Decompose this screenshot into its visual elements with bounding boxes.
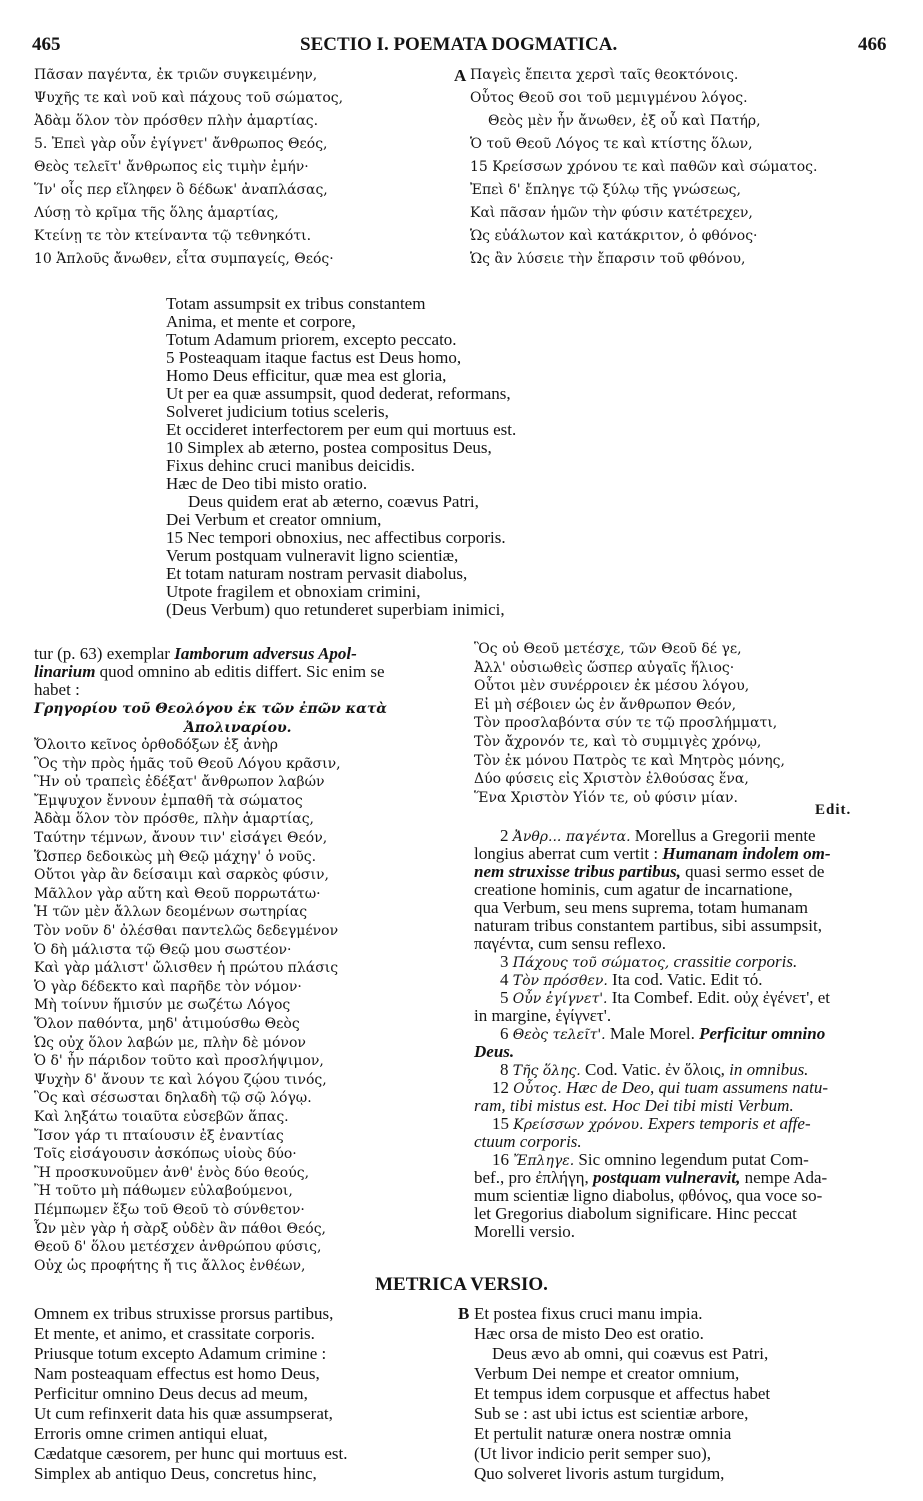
verse-line: Simplex ab antiquo Deus, concretus hinc,: [34, 1464, 317, 1483]
verse-line: Nam posteaquam effectus est homo Deus,: [34, 1364, 320, 1383]
verse-line: Totum Adamum priorem, excepto peccato.: [166, 330, 457, 349]
verse-line: Πέμπωμεν ἔξω τοῦ Θεοῦ τὸ σύνθετον·: [34, 1202, 305, 1218]
verse-line: Μὴ τοίνυν ἥμισύν με σωζέτω Λόγος: [34, 997, 291, 1014]
page-number-left: 465: [32, 34, 61, 55]
verse-line: Deus quidem erat ab æterno, coævus Patri,: [188, 492, 479, 511]
note-line: linarium quod omnino ab editis differt. Sic enim se: [34, 662, 385, 681]
verse-line: Et postea fixus cruci manu impia.: [474, 1304, 703, 1323]
margin-marker-a: A: [454, 66, 467, 85]
verse-line: Hæc de Deo tibi misto oratio.: [166, 474, 368, 493]
verse-line: Οὗτος Θεοῦ σοι τοῦ μεμιγμένου λόγος.: [470, 90, 748, 106]
verse-line: Verum postquam vulneravit ligno scientiæ,: [166, 546, 459, 565]
note-line: longius aberrat cum vertit : Humanam indolem om-: [474, 844, 831, 863]
verse-line: Et mente, et animo, et crassitate corporis.: [34, 1324, 315, 1343]
metrica-right: [474, 1304, 914, 1494]
verse-line: Λύσῃ τὸ κρῖμα τῆς ὅλης ἁμαρτίας,: [34, 205, 279, 221]
verse-line: Et occideret interfectorem per eum qui mortuus est.: [166, 420, 517, 439]
verse-line: Μᾶλλον γὰρ αὕτη καὶ Θεοῦ πορρωτάτω·: [34, 885, 321, 902]
metrica-title: METRICA VERSIO.: [375, 1274, 548, 1295]
note-line: 5 Οὖν ἐγίγνετ'. Ita Combef. Edit. οὐχ ἐγένετ', et: [500, 988, 831, 1007]
verse-line: Homo Deus efficitur, quæ mea est gloria,: [166, 366, 447, 385]
verse-line: Et pertulit naturæ onera nostræ omnia: [474, 1424, 732, 1443]
verse-line: Verbum Dei nempe et creator omnium,: [474, 1364, 740, 1383]
verse-line: Ψυχὴν δ' ἄνουν τε καὶ λόγου ζῴου τινός,: [34, 1071, 327, 1088]
notes-right: [474, 826, 914, 1266]
verse-line: Ὡς ἂν λύσειε τὴν ἔπαρσιν τοῦ φθόνου,: [470, 251, 746, 267]
verse-line: Ἕνα Χριστὸν Υἱόν τε, οὐ φύσιν μίαν.: [474, 789, 739, 806]
verse-line: Θεὸς μὲν ἦν ἄνωθεν, ἐξ οὗ καὶ Πατήρ,: [488, 113, 761, 129]
verse-line: (Ut livor indicio perit semper suo),: [474, 1444, 712, 1463]
verse-line: Καὶ γὰρ μάλιστ' ὤλισθεν ἡ πρώτου πλάσις: [34, 960, 339, 977]
running-title: SECTIO I. POEMATA DOGMATICA.: [300, 34, 618, 55]
verse-line: Ψυχῆς τε καὶ νοῦ καὶ πάχους τοῦ σώματος,: [34, 90, 344, 106]
verse-line: Utpote fragilem et obnoxiam crimini,: [166, 582, 421, 601]
verse-line: Ἣν οὐ τραπεὶς ἐδέξατ' ἄνθρωπον λαβών: [34, 774, 325, 791]
verse-line: Dei Verbum et creator omnium,: [166, 510, 382, 529]
verse-line: Εἰ μὴ σέβοιεν ὡς ἐν ἄνθρωπον Θεόν,: [474, 696, 737, 713]
verse-line: Et tempus idem corpusque et affectus habet: [474, 1384, 771, 1403]
verse-line: 10 Ἁπλοῦς ἄνωθεν, εἶτα συμπαγείς, Θεός·: [34, 251, 334, 267]
verse-line: Καὶ ληξάτω τοιαῦτα εὐσεβῶν ἅπας.: [34, 1109, 289, 1125]
verse-line: Ὥσπερ δεδοικὼς μὴ Θεῷ μάχηγ' ὁ νοῦς.: [34, 848, 317, 865]
note-line: mum scientiæ ligno diabolus, φθόνος, qua voce so-: [474, 1186, 823, 1205]
verse-line: 5 Posteaquam itaque factus est Deus homo,: [166, 348, 462, 367]
greek-verse-right-top: [470, 66, 910, 267]
verse-line: Solveret judicium totius sceleris,: [166, 402, 389, 421]
verse-line: Τὸν νοῦν δ' ὀλέσθαι παντελῶς δεδεγμένον: [34, 923, 339, 939]
verse-line: Ὧν μὲν γὰρ ἡ σὰρξ οὐδὲν ἂν πάθοι Θεός,: [34, 1220, 327, 1237]
note-line: ctuum corporis.: [474, 1132, 582, 1151]
note-line: Morelli versio.: [474, 1222, 576, 1241]
verse-line: Ὁ δ' ἦν πάριδον τοῦτο καὶ προσλήψιμον,: [34, 1053, 324, 1070]
verse-line: Sub se : ast ubi ictus est scientiæ arbore,: [474, 1404, 749, 1423]
note-line: creatione hominis, cum agatur de incarnatione,: [474, 880, 793, 899]
verse-line: Παγεὶς ἔπειτα χερσὶ ταῖς θεοκτόνοις.: [470, 67, 739, 83]
verse-line: Ὁ τοῦ Θεοῦ Λόγος τε καὶ κτίστης ὅλων,: [470, 136, 753, 152]
verse-line: Τὸν ἄχρονόν τε, καὶ τὸ συμμιγὲς χρόνῳ,: [474, 734, 762, 750]
verse-line: Deus ævo ab omni, qui coævus est Patri,: [492, 1344, 769, 1363]
edit-mark: Edit.: [815, 802, 852, 818]
note-line: 15 Κρείσσων χρόνου. Expers temporis et affe-: [492, 1114, 811, 1133]
note-line: bef., pro ἐπλήγη, postquam vulneravit, nempe Ada-: [474, 1168, 828, 1187]
note-line: 8 Τῆς ὅλης. Cod. Vatic. ἐν ὅλοις, in omnibus.: [500, 1060, 809, 1079]
verse-line: Ὁ γὰρ δέδεκτο καὶ παρῆδε τὸν νόμον·: [34, 978, 302, 995]
note-line: in margine, ἐγίγνετ'.: [474, 1006, 612, 1025]
greek-poem-right: [474, 640, 914, 810]
note-line: tur (p. 63) exemplar Iamborum adversus Apol-: [34, 644, 357, 663]
verse-line: Cædatque cæsorem, per hunc qui mortuus est.: [34, 1444, 348, 1463]
verse-line: Ut per ea quæ assumpsit, quod dederat, reformans,: [166, 384, 511, 403]
verse-line: 5. Ἐπεὶ γὰρ οὖν ἐγίγνετ' ἄνθρωπος Θεός,: [34, 136, 328, 152]
verse-line: Ἵν' οἷς περ εἴληφεν ὃ δέδωκ' ἀναπλάσας,: [34, 182, 328, 198]
latin-translation: [166, 294, 766, 624]
note-line: naturam tribus constantem partibus, sibi assumpsit,: [474, 916, 822, 935]
verse-line: Fixus dehinc cruci manibus deicidis.: [166, 456, 415, 475]
note-line: παγέντα, cum sensu reflexo.: [474, 934, 666, 953]
verse-line: Τοῖς εἰσάγουσιν ἀσκόπως υἱοὺς δύο·: [34, 1146, 297, 1163]
margin-marker-b: B: [458, 1304, 470, 1323]
verse-line: Et totam naturam nostram pervasit diabolus,: [166, 564, 468, 583]
verse-line: Ὃς τὴν πρὸς ἡμᾶς τοῦ Θεοῦ Λόγου κρᾶσιν,: [34, 755, 341, 772]
verse-line: Ὡς οὐχ ὅλον λαβών με, πλὴν δὲ μόνον: [34, 1034, 306, 1051]
verse-line: Ἀδὰμ ὅλον τὸν πρόσθε, πλὴν ἁμαρτίας,: [34, 811, 315, 828]
verse-line: Ὃς καὶ σέσωσται δηλαδὴ τῷ σῷ λόγῳ.: [34, 1090, 312, 1107]
note-line: let Gregorius diabolum significare. Hinc peccat: [474, 1204, 797, 1223]
verse-line: Ἡ τῶν μὲν ἄλλων δεομένων σωτηρίας: [34, 904, 308, 921]
verse-line: Οὐχ ὡς προφήτης ἤ τις ἄλλος ἐνθέων,: [34, 1257, 306, 1274]
verse-line: Erroris omne crimen antiqui eluat,: [34, 1424, 268, 1443]
verse-line: Τὸν προσλαβόντα σύν τε τῷ προσλήμματι,: [474, 715, 778, 732]
verse-line: Ἴσον γάρ τι πταίουσιν ἐξ ἐναντίας: [34, 1127, 284, 1144]
verse-line: Ὡς εὐάλωτον καὶ κατάκριτον, ὁ φθόνος·: [470, 228, 758, 244]
verse-line: Τὸν ἐκ μόνου Πατρὸς τε καὶ Μητρὸς μόνης,: [474, 752, 785, 769]
poem-heading: Ἀπολιναρίου.: [184, 720, 292, 736]
note-line: qua Verbum, seu mens suprema, totam humanam: [474, 898, 808, 917]
verse-line: Καὶ πᾶσαν ἡμῶν τὴν φύσιν κατέτρεχεν,: [470, 205, 753, 221]
verse-line: Ἐπεὶ δ' ἔπληγε τῷ ξύλῳ τῆς γνώσεως,: [470, 182, 741, 198]
note-line: habet :: [34, 680, 80, 699]
verse-line: Quo solveret livoris astum turgidum,: [474, 1464, 725, 1483]
note-line: ram, tibi mistus est. Hoc Dei tibi misti Verbum.: [474, 1096, 794, 1115]
note-line: 6 Θεὸς τελεῖτ'. Male Morel. Perficitur omnino: [500, 1024, 826, 1043]
page-number-right: 466: [858, 34, 887, 55]
verse-line: Hæc orsa de misto Deo est oratio.: [474, 1324, 704, 1343]
verse-line: Οὗτοι μὲν συνέρροιεν ἐκ μέσου λόγου,: [474, 678, 750, 695]
greek-verse-left-top: [34, 66, 444, 267]
verse-line: Totam assumpsit ex tribus constantem: [166, 294, 426, 313]
verse-line: (Deus Verbum) quo retunderet superbiam inimici,: [166, 600, 505, 619]
verse-line: Ὁ δὴ μάλιστα τῷ Θεῷ μου σωστέον·: [34, 941, 292, 958]
verse-line: Ἀλλ' οὐσιωθεὶς ὥσπερ αὐγαῖς ἥλιος·: [474, 659, 735, 676]
verse-line: 15 Κρείσσων χρόνου τε καὶ παθῶν καὶ σώματος.: [470, 159, 818, 175]
note-line: 16 Ἔπληγε. Sic omnino legendum putat Com-: [492, 1150, 809, 1169]
note-line: 2 Ἀνθρ... παγέντα. Morellus a Gregorii mente: [500, 826, 816, 845]
metrica-left: [34, 1304, 454, 1494]
verse-line: Οὔτοι γὰρ ἂν δείσαιμι καὶ σαρκὸς φύσιν,: [34, 867, 329, 884]
verse-line: Ὄλοιτο κεῖνος ὀρθοδόξων ἐξ ἀνὴρ: [34, 737, 278, 753]
verse-line: Ὃς οὐ Θεοῦ μετέσχε, τῶν Θεοῦ δέ γε,: [474, 641, 742, 657]
verse-line: Perficitur omnino Deus decus ad meum,: [34, 1384, 308, 1403]
verse-line: Ἢ προσκυνοῦμεν ἀνθ' ἑνὸς δύο θεούς,: [34, 1164, 310, 1181]
verse-line: Ἀδὰμ ὅλον τὸν πρόσθεν πλὴν ἁμαρτίας.: [34, 113, 319, 129]
verse-line: Ταύτην τέμνων, ἄνουν τιν' εἰσάγει Θεόν,: [34, 830, 328, 846]
note-line: 4 Τὸν πρόσθεν. Ita cod. Vatic. Edit τό.: [500, 970, 763, 989]
note-line: 3 Πάχους τοῦ σώματος, crassitie corporis.: [500, 952, 798, 971]
verse-line: Anima, et mente et corpore,: [166, 312, 356, 331]
verse-line: Θεὸς τελεῖτ' ἄνθρωπος εἰς τιμὴν ἐμήν·: [34, 159, 309, 175]
greek-poem-left: [34, 736, 464, 1296]
verse-line: Omnem ex tribus struxisse prorsus partibus,: [34, 1304, 334, 1323]
verse-line: 15 Nec tempori obnoxius, nec affectibus corporis.: [166, 528, 506, 547]
verse-line: 10 Simplex ab æterno, postea compositus Deus,: [166, 438, 492, 457]
notes-left-intro: [34, 644, 454, 744]
verse-line: Ὅλον παθόντα, μηδ' ἀτιμούσθω Θεὸς: [34, 1016, 300, 1032]
verse-line: Πᾶσαν παγέντα, ἐκ τριῶν συγκειμένην,: [34, 67, 318, 83]
verse-line: Κτείνῃ τε τὸν κτείναντα τῷ τεθνηκότι.: [34, 228, 312, 244]
verse-line: Θεοῦ δ' ὅλου μετέσχεν ἀνθρώπου φύσις,: [34, 1239, 322, 1256]
verse-line: Δύο φύσεις εἰς Χριστὸν ἐλθούσας ἕνα,: [474, 771, 749, 788]
note-line: nem struxisse tribus partibus, quasi sermo esset de: [474, 862, 825, 881]
verse-line: Priusque totum excepto Adamum crimine :: [34, 1344, 327, 1363]
poem-heading: Γρηγορίου τοῦ Θεολόγου ἐκ τῶν ἐπῶν κατὰ: [34, 701, 388, 717]
note-line: 12 Οὗτος. Hæc de Deo, qui tuam assumens natu-: [492, 1078, 829, 1097]
note-line: Deus.: [474, 1042, 515, 1061]
verse-line: Ἢ τοῦτο μὴ πάθωμεν εὐλαβούμενοι,: [34, 1183, 293, 1200]
verse-line: Ut cum refinxerit data his quæ assumpserat,: [34, 1404, 333, 1423]
verse-line: Ἔμψυχον ἔννουν ἐμπαθῆ τὰ σώματος: [34, 792, 303, 809]
